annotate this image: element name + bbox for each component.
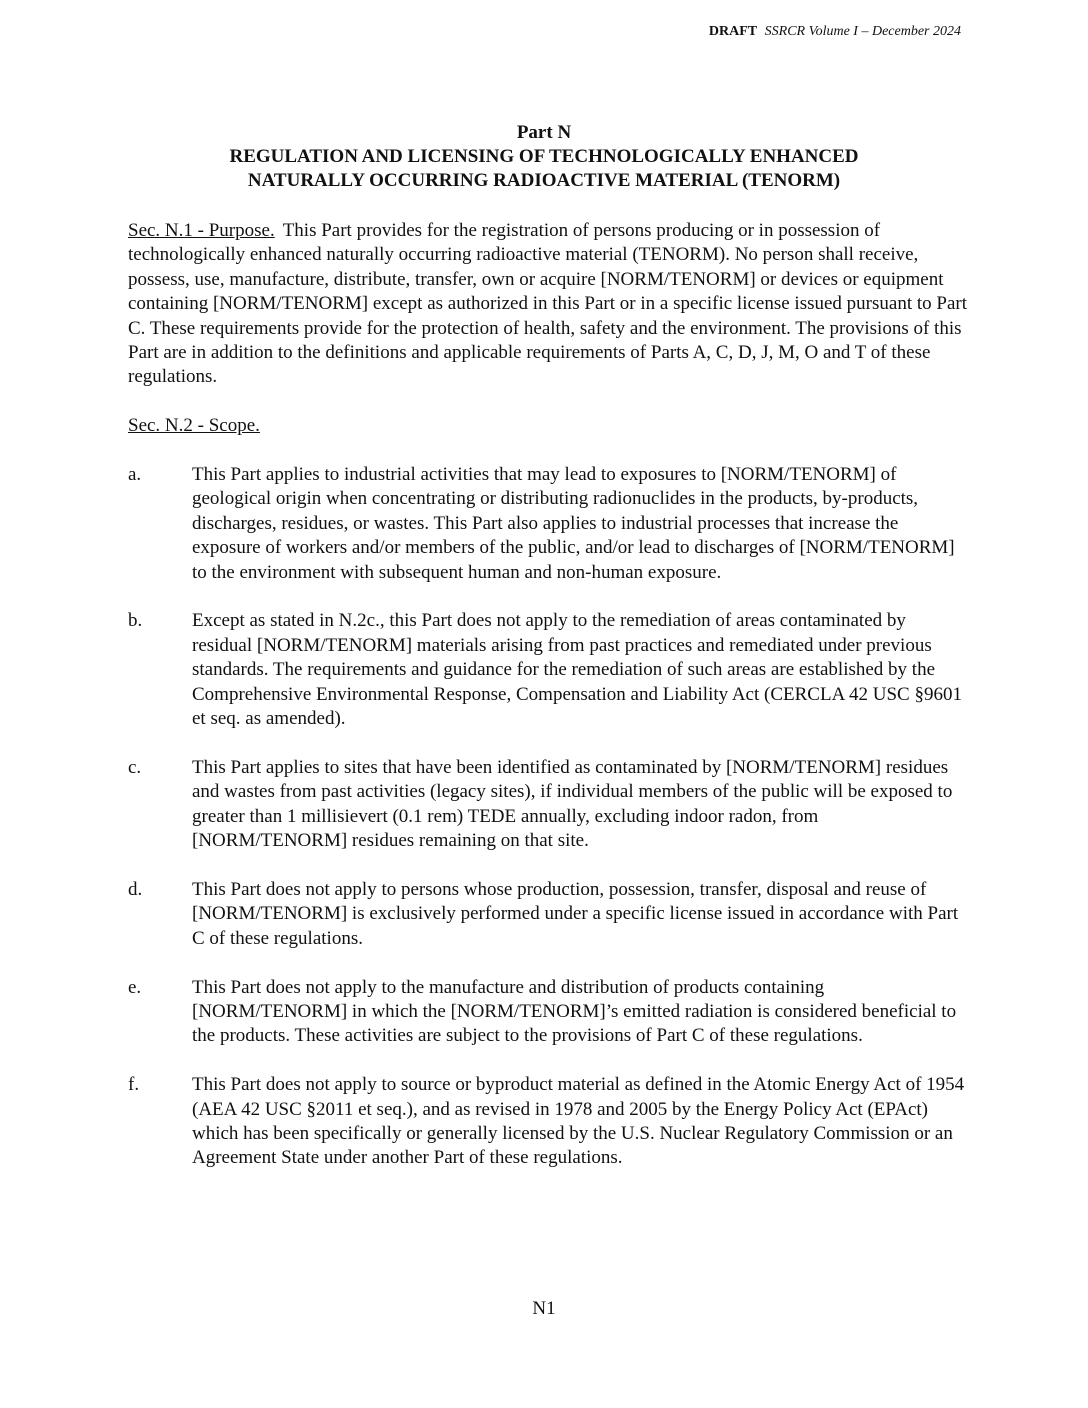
page-header [709, 24, 961, 40]
section-purpose [128, 219, 968, 390]
item-letter: d. [128, 878, 143, 900]
item-letter: c. [128, 756, 142, 778]
draft-label: DRAFT [708, 24, 758, 39]
title-line-2: NATURALLY OCCURRING RADIOACTIVE MATERIAL (TENORM) [247, 170, 841, 191]
list-item [128, 609, 968, 731]
list-item [128, 976, 968, 1049]
document-body [128, 219, 968, 1195]
item-letter: f. [128, 1074, 140, 1096]
item-letter: b. [128, 610, 143, 632]
section-scope-heading-line [128, 414, 968, 438]
item-text: This Part applies to sites that have been identified as contaminated by [NORM/TENORM] residues and wastes from past activities (legacy sites), if individual members of the public will be exposed to greater than 1 millisievert (0.1 rem) TEDE annually, excluding indoor radon, from [NORM/TENORM] residues remaining on that site. [192, 756, 953, 852]
item-letter: e. [128, 976, 142, 998]
item-letter: a. [128, 464, 142, 486]
list-item [128, 878, 968, 951]
item-text: This Part applies to industrial activities that may lead to exposures to [NORM/TENORM] of geological origin when concentrating or distributing radionuclides in the products, by-products, discharges, residues, or wastes. This Part also applies to industrial processes that increase the exposure of workers and/or members of the public, and/or lead to discharges of [NORM/TENORM] to the environment with subsequent human and non-human exposure. [192, 464, 955, 583]
title-block [128, 121, 960, 193]
list-item [128, 756, 968, 854]
section-heading-purpose: Sec. N.1 - Purpose. [128, 220, 275, 241]
section-text-purpose: This Part provides for the registration of persons producing or in possession of technologically enhanced naturally occurring radioactive material (TENORM). No person shall receive, possess, use, manufacture, distribute, transfer, own or acquire [NORM/TENORM] or devices or equipment containing [NORM/TENORM] except as authorized in this Part or in a specific license issued pursuant to Part C. These requirements provide for the protection of health, safety and the environment. The provisions of this Part are in addition to the definitions and applicable requirements of Parts A, C, D, J, M, O and T of these regulations. [128, 220, 967, 388]
document-id: SSRCR Volume I – December 2024 [764, 24, 961, 39]
item-text: This Part does not apply to source or byproduct material as defined in the Atomic Energy Act of 1954 (AEA 42 USC §2011 et seq.), and as revised in 1978 and 2005 by the Energy Policy Act (EPAct) which has been specifically or generally licensed by the U.S. Nuclear Regulatory Commission or an Agreement State under another Part of these regulations. [192, 1074, 965, 1169]
section-heading-scope: Sec. N.2 - Scope. [128, 415, 260, 437]
list-item [128, 1073, 968, 1171]
item-text: Except as stated in N.2c., this Part does not apply to the remediation of areas contaminated by residual [NORM/TENORM] materials arising from past practices and remediated under previous standards. The requirements and guidance for the remediation of such areas are established by the Comprehensive Environmental Response, Compensation and Liability Act (CERCLA 42 USC §9601 et seq. as amended). [192, 610, 962, 730]
item-text: This Part does not apply to the manufacture and distribution of products containing [NORM/TENORM] in which the [NORM/TENORM]’s emitted radiation is considered beneficial to the products. These activities are subject to the provisions of Part C of these regulations. [192, 976, 957, 1047]
title-line-1: REGULATION AND LICENSING OF TECHNOLOGICALLY ENHANCED [229, 146, 859, 167]
part-title: Part N [516, 122, 572, 143]
list-item [128, 463, 968, 585]
page-number: N1 [532, 1298, 556, 1319]
item-text: This Part does not apply to persons whose production, possession, transfer, disposal and reuse of [NORM/TENORM] is exclusively performed under a specific license issued in accordance with Part C of these regulations. [192, 878, 959, 949]
